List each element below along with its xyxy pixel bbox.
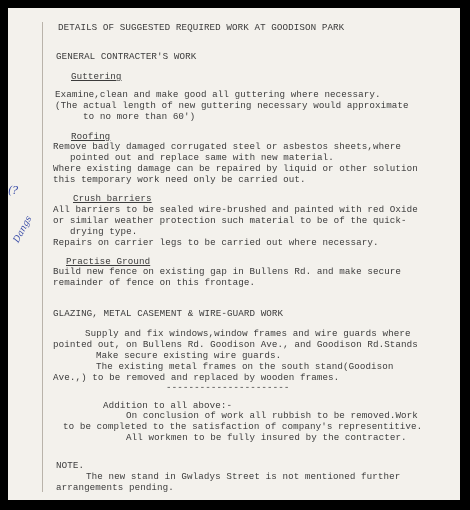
addition-heading: Addition to all above:- [103, 400, 233, 411]
crush-line-3: drying type. [70, 226, 138, 237]
margin-tick-mark: (? [8, 184, 19, 197]
document-page [8, 8, 460, 500]
margin-annotation: Dangs [12, 214, 35, 245]
addition-line-2: to be completed to the satisfaction of company's representitive. [63, 421, 423, 432]
guttering-line-2: (The actual length of new guttering necessary would approximate [55, 100, 409, 111]
heading-practise-ground: Practise Ground [66, 256, 151, 267]
section-heading-general: GENERAL CONTRACTER'S WORK [56, 51, 197, 62]
separator-rule: ---------------------- [166, 382, 290, 393]
crush-line-4: Repairs on carrier legs to be carried out where necessary. [53, 237, 379, 248]
document-title: DETAILS OF SUGGESTED REQUIRED WORK AT GOODISON PARK [58, 22, 345, 33]
glazing-line-5: Ave.,) to be removed and replaced by wooden frames. [53, 372, 340, 383]
margin-rule [42, 22, 43, 492]
crush-line-1: All barriers to be sealed wire-brushed and painted with red Oxide [53, 204, 418, 215]
glazing-line-4: The existing metal frames on the south stand(Goodison [96, 361, 394, 372]
addition-line-1: On conclusion of work all rubbish to be removed.Work [126, 410, 418, 421]
glazing-line-1: Supply and fix windows,window frames and wire guards where [85, 328, 411, 339]
practise-line-1: Build new fence on existing gap in Bullens Rd. and make secure [53, 266, 402, 277]
roofing-line-4: this temporary work need only be carried out. [53, 174, 306, 185]
glazing-line-3: Make secure existing wire guards. [96, 350, 282, 361]
heading-crush-barriers: Crush barriers [73, 193, 152, 204]
note-heading: NOTE. [56, 460, 85, 471]
note-line-1: The new stand in Gwladys Street is not mentioned further [86, 471, 401, 482]
roofing-line-2: pointed out and replace same with new material. [70, 152, 334, 163]
crush-line-2: or similar weather protection such material to be of the quick- [53, 215, 407, 226]
roofing-line-3: Where existing damage can be repaired by liquid or other solution [53, 163, 418, 174]
glazing-line-2: pointed out, on Bullens Rd. Goodison Ave., and Goodison Rd.Stands [53, 339, 418, 350]
roofing-line-1: Remove badly damaged corrugated steel or asbestos sheets,where [53, 141, 402, 152]
practise-line-2: remainder of fence on this frontage. [53, 277, 256, 288]
section-heading-glazing: GLAZING, METAL CASEMENT & WIRE-GUARD WORK [53, 308, 284, 319]
guttering-line-1: Examine,clean and make good all guttering where necessary. [55, 89, 381, 100]
guttering-line-3: to no more than 60') [83, 111, 196, 122]
heading-roofing: Roofing [71, 131, 111, 142]
note-line-2: arrangements pending. [56, 482, 174, 493]
heading-guttering: Guttering [71, 71, 122, 82]
addition-line-3: All workmen to be fully insured by the contracter. [126, 432, 407, 443]
